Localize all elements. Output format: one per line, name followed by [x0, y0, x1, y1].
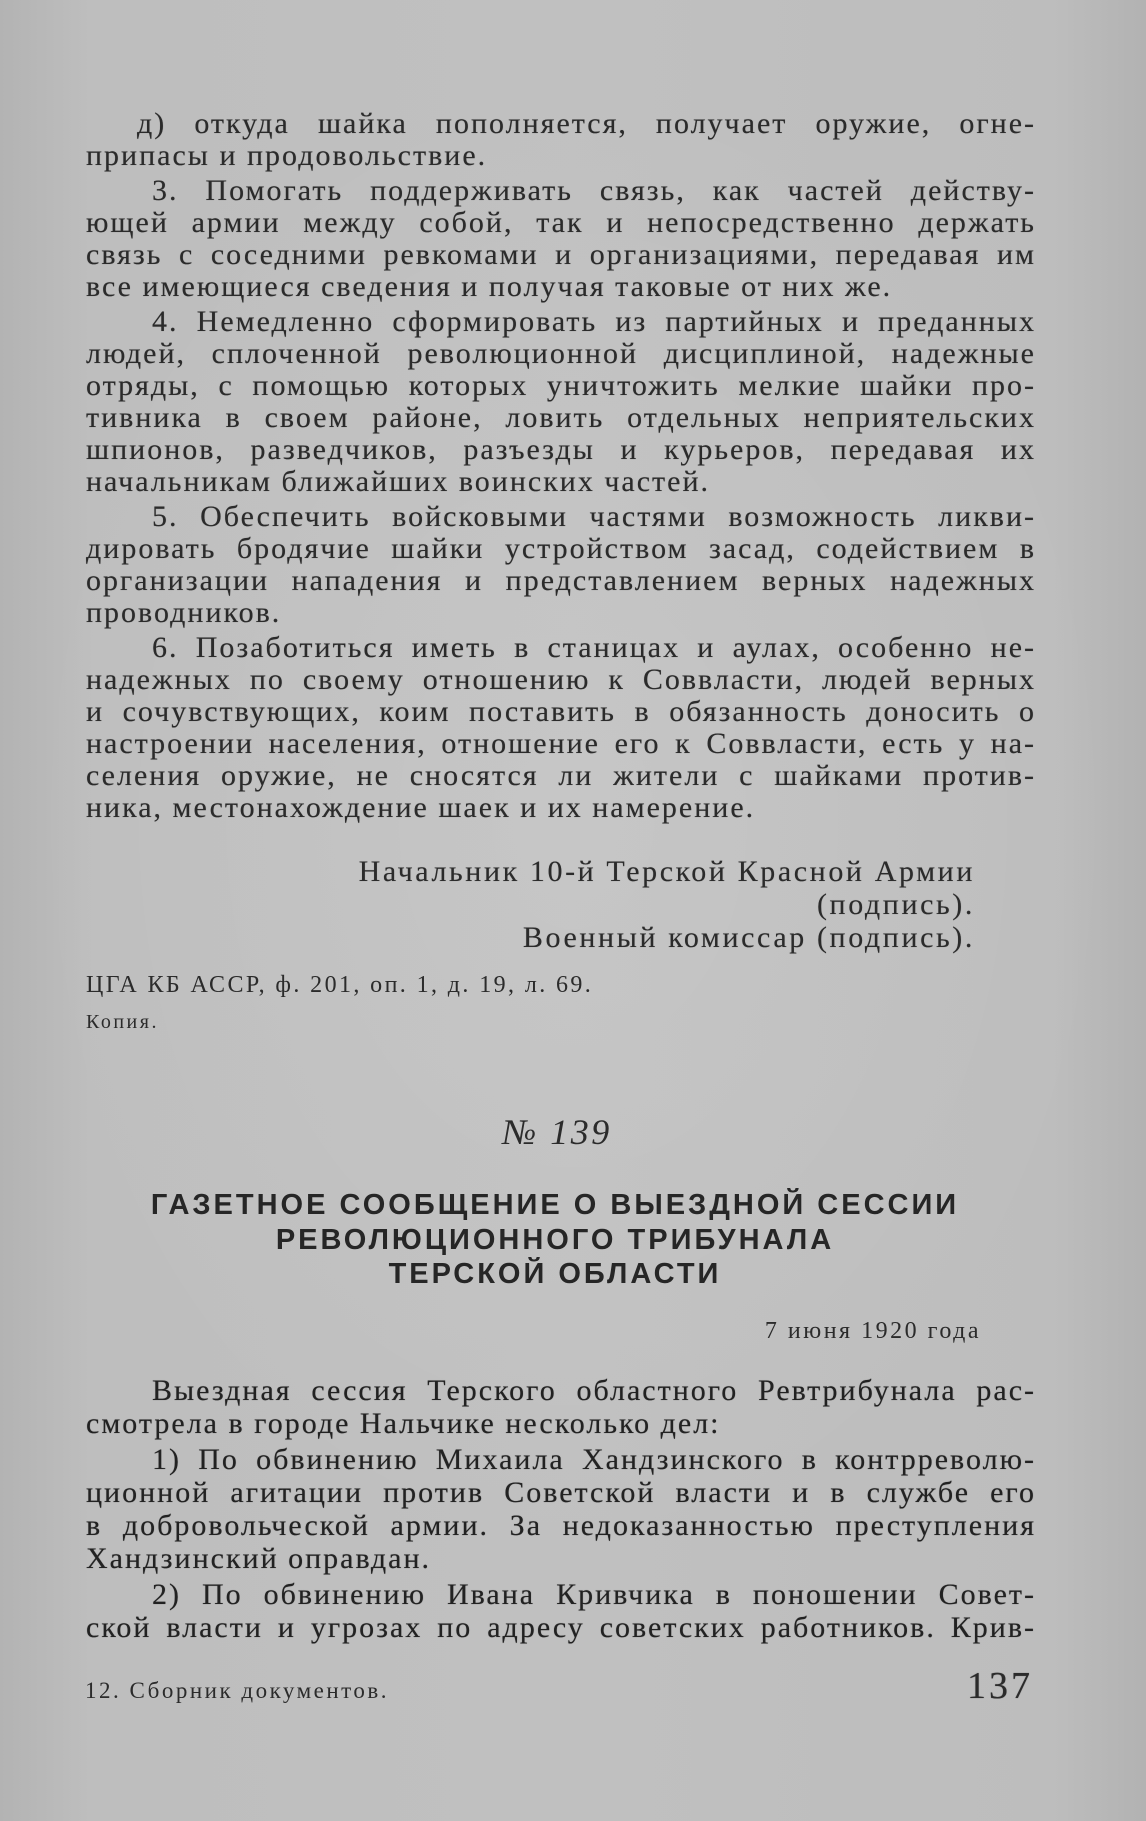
- text-line: ционной агитации против Советской власти и в службе его: [86, 1476, 1036, 1509]
- text-line: ющей армии между собой, так и непосредственно держать: [86, 206, 1036, 239]
- text-line: Выездная сессия Терского областного Ревтрибунала рас-: [152, 1374, 1036, 1407]
- text-line: припасы и продовольствие.: [86, 139, 488, 172]
- text-line: настроении населения, отношение его к Соввласти, есть у на-: [86, 727, 1036, 760]
- text-line: 5. Обеспечить войсковыми частями возможность ликви-: [152, 500, 1036, 533]
- order-paragraph-d: [86, 108, 1036, 172]
- text-line: и сочувствующих, коим поставить в обязанность доносить о: [86, 695, 1036, 728]
- text-line: 1) По обвинению Михаила Хандзинского в контрреволю-: [152, 1443, 1036, 1476]
- text-line: все имеющиеся сведения и получая таковые от них же.: [86, 270, 893, 303]
- text-line: смотрела в городе Нальчике несколько дел:: [86, 1407, 721, 1440]
- text-line: организации нападения и представлением верных надежных: [86, 564, 1036, 597]
- report-paragraph-2: [86, 1578, 1036, 1644]
- order-paragraph-5: [86, 501, 1036, 629]
- title-line: ГАЗЕТНОЕ СООБЩЕНИЕ О ВЫЕЗДНОЙ СЕССИИ: [150, 1189, 960, 1221]
- document-title: [80, 1188, 1030, 1292]
- archive-reference: ЦГА КБ АССР, ф. 201, оп. 1, д. 19, л. 69.: [86, 972, 594, 998]
- title-line: ТЕРСКОЙ ОБЛАСТИ: [388, 1258, 722, 1290]
- text-line: начальникам ближайших воинских частей.: [86, 465, 711, 498]
- text-line: 3. Помогать поддерживать связь, как частей действу-: [152, 174, 1036, 207]
- text-line: связь с соседними ревкомами и организациями, передавая им: [86, 238, 1036, 271]
- text-line: Хандзинский оправдан.: [86, 1542, 432, 1575]
- text-line: людей, сплоченной революционной дисциплиной, надежные: [86, 337, 1036, 370]
- order-paragraph-4: [86, 306, 1036, 498]
- report-paragraph-1: [86, 1443, 1036, 1575]
- text-line: отряды, с помощью которых уничтожить мелкие шайки про-: [86, 369, 1036, 402]
- signature-commander-sign: (подпись).: [816, 888, 975, 921]
- footer-signature-mark: 12. Сборник документов.: [85, 1678, 390, 1703]
- text-line: надежных по своему отношению к Соввласти, людей верных: [86, 663, 1036, 696]
- report-text: [86, 1374, 1036, 1644]
- document-date: 7 июня 1920 года: [764, 1318, 981, 1344]
- page-footer: [85, 1666, 1033, 1711]
- text-line: ника, местонахождение шаек и их намерение.: [86, 791, 756, 824]
- text-line: 2) По обвинению Ивана Кривчика в поношении Совет-: [152, 1578, 1036, 1611]
- text-line: в добровольческой армии. За недоказанностью преступления: [86, 1509, 1036, 1542]
- signature-block: [86, 855, 975, 954]
- text-line: шпионов, разведчиков, разъезды и курьеров, передавая их: [86, 433, 1036, 466]
- document-number: № 139: [502, 1112, 612, 1152]
- report-paragraph-intro: [86, 1374, 1036, 1440]
- text-line: дировать бродячие шайки устройством засад, содействием в: [86, 532, 1036, 565]
- signature-commissar: Военный комиссар (подпись).: [522, 921, 975, 954]
- text-line: 6. Позаботиться иметь в станицах и аулах, особенно не-: [152, 631, 1036, 664]
- text-line: ской власти и угрозах по адресу советских работников. Крив-: [86, 1611, 1036, 1644]
- order-paragraph-6: [86, 632, 1036, 824]
- title-line: РЕВОЛЮЦИОННОГО ТРИБУНАЛА: [275, 1223, 835, 1256]
- text-line: д) откуда шайка пополняется, получает оружие, огне-: [137, 107, 1036, 140]
- page-number: 137: [967, 1665, 1033, 1707]
- text-line: тивника в своем районе, ловить отдельных неприятельских: [86, 401, 1036, 434]
- copy-note: Копия.: [86, 1011, 159, 1033]
- text-line: 4. Немедленно сформировать из партийных и преданных: [152, 305, 1036, 338]
- text-line: селения оружие, не сносятся ли жители с шайками против-: [86, 759, 1036, 792]
- order-paragraph-3: [86, 175, 1036, 303]
- signature-commander: Начальник 10-й Терской Красной Армии: [358, 855, 975, 888]
- text-line: проводников.: [86, 596, 282, 629]
- order-text: [86, 108, 1036, 824]
